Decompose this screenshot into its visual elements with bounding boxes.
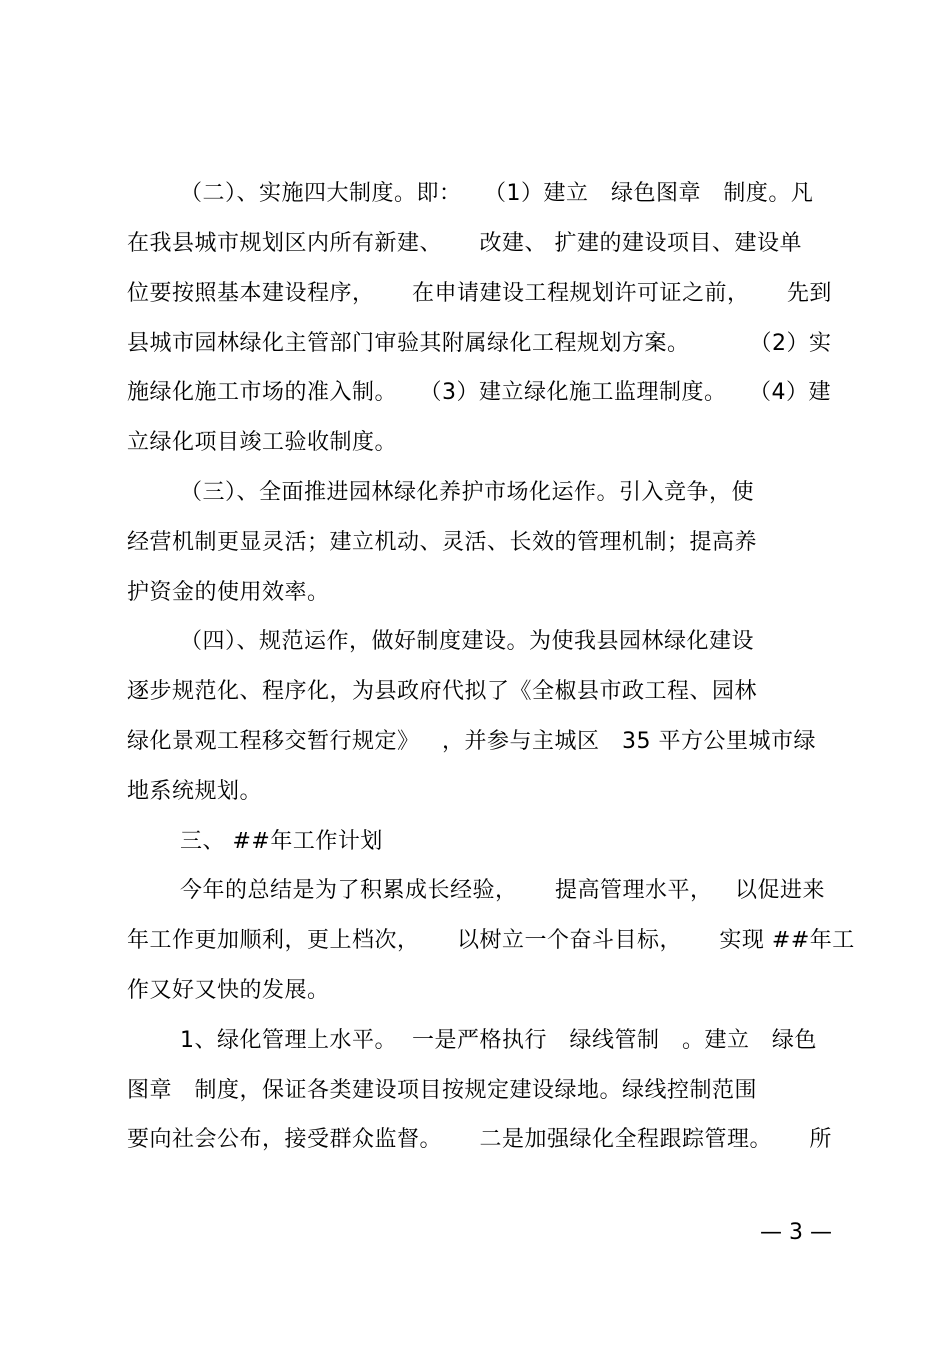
text-line: 立绿化项目竣工验收制度。 — [127, 430, 398, 455]
text-line: 地系统规划。 — [127, 779, 263, 804]
text-line: 绿化景观工程移交暂行规定》 ，并参与主城区 35 平方公里城市绿 — [127, 729, 816, 754]
text-line: 经营机制更显灵活；建立机动、灵活、长效的管理机制；提高养 — [127, 530, 758, 555]
page-number: — 3 — — [760, 1220, 832, 1245]
text-line: （四）、规范运作，做好制度建设。为使我县园林绿化建设 — [180, 629, 755, 654]
text-line: 在我县城市规划区内所有新建、 改建、 扩建的建设项目、建设单 — [127, 231, 802, 256]
text-line: 护资金的使用效率。 — [127, 580, 330, 605]
text-line: 施绿化施工市场的准入制。 （3）建立绿化施工监理制度。 （4）建 — [127, 380, 831, 405]
text-line: 作又好又快的发展。 — [127, 978, 330, 1003]
text-line: （二）、实施四大制度。即： （1）建立 绿色图章 制度。凡 — [180, 181, 814, 206]
section-heading: 三、 ##年工作计划 — [180, 829, 383, 854]
text-line: 位要按照基本建设程序， 在申请建设工程规划许可证之前， 先到 — [127, 281, 832, 306]
text-line: 1、绿化管理上水平。 一是严格执行 绿线管制 。建立 绿色 — [180, 1028, 817, 1053]
text-line: 要向社会公布，接受群众监督。 二是加强绿化全程跟踪管理。 所 — [127, 1127, 832, 1152]
text-line: 年工作更加顺利，更上档次， 以树立一个奋斗目标， 实现 ##年工 — [127, 928, 855, 953]
text-line: （三）、全面推进园林绿化养护市场化运作。引入竞争，使 — [180, 480, 755, 505]
text-line: 今年的总结是为了积累成长经验， 提高管理水平， 以促进来 — [180, 878, 825, 903]
text-line: 县城市园林绿化主管部门审验其附属绿化工程规划方案。 （2）实 — [127, 331, 832, 356]
text-line: 逐步规范化、程序化，为县政府代拟了《全椒县市政工程、园林 — [127, 679, 758, 704]
text-line: 图章 制度，保证各类建设项目按规定建设绿地。绿线控制范围 — [127, 1078, 757, 1103]
